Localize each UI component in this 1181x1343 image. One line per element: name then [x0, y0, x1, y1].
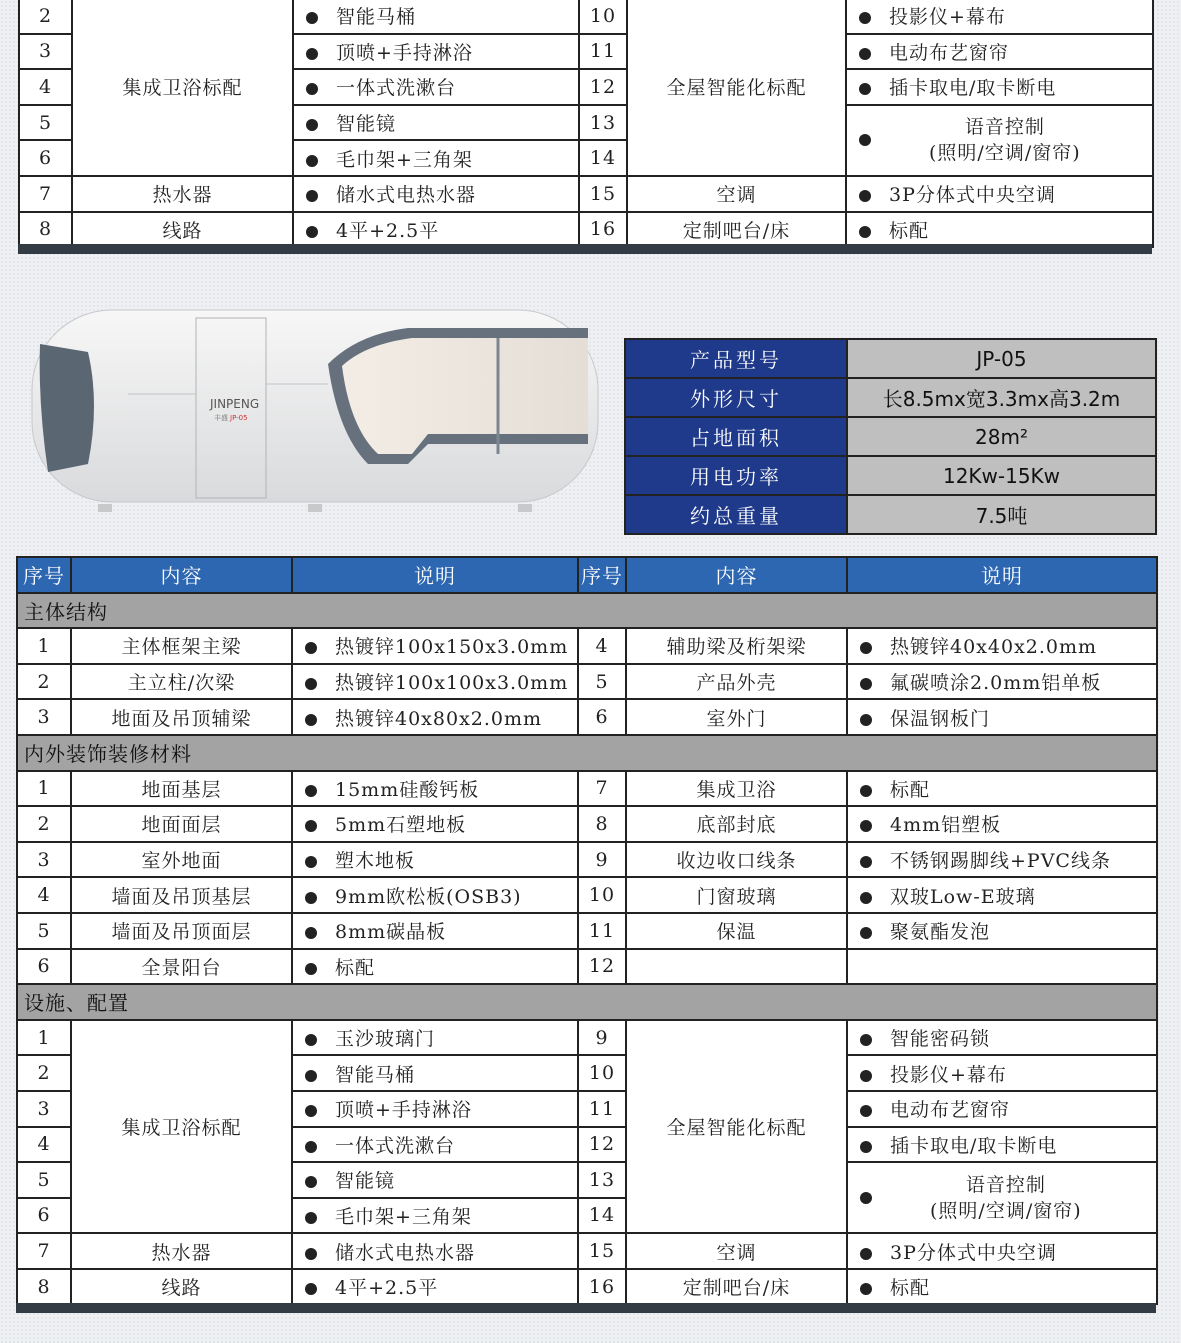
item-description: 标配: [847, 1269, 1157, 1305]
table-row: [17, 877, 1157, 913]
spec-row: [625, 339, 1156, 378]
item-description: 9mm欧松板(OSB3): [292, 877, 578, 913]
bullet-icon: [305, 1176, 317, 1188]
bullet-icon: [305, 678, 317, 690]
section-title: 主体结构: [17, 593, 1157, 629]
bullet-icon: [860, 1070, 872, 1082]
spec-row: [625, 417, 1156, 456]
bullet-icon: [305, 785, 317, 797]
section-title: 内外装饰装修材料: [17, 735, 1157, 771]
bullet-icon: [860, 1141, 872, 1153]
spec-value: JP-05: [847, 339, 1156, 378]
bullet-icon: [860, 1034, 872, 1046]
item-content: 收边收口线条: [626, 842, 847, 878]
row-number: 1: [17, 1020, 71, 1056]
spec-key: 产品型号: [625, 339, 847, 378]
spec-row: [625, 456, 1156, 495]
item-content: 主体框架主梁: [71, 628, 292, 664]
item-description: 3P分体式中央空调: [847, 1233, 1157, 1269]
bullet-icon: [860, 642, 872, 654]
item-content: 地面基层: [71, 771, 292, 807]
table-row: [17, 842, 1157, 878]
item-description: 储水式电热水器: [293, 176, 579, 212]
group-label: 集成卫浴标配: [71, 1020, 292, 1234]
row-number: 11: [579, 34, 627, 70]
spec-row: [625, 495, 1156, 534]
item-content: 产品外壳: [626, 664, 847, 700]
item-content: 热水器: [72, 176, 293, 212]
col-header: 说明: [292, 557, 578, 593]
spec-key: 用电功率: [625, 456, 847, 495]
bullet-icon: [305, 1283, 317, 1295]
item-description: 标配: [846, 212, 1153, 248]
item-content: [626, 949, 847, 985]
spec-value: 28m²: [847, 417, 1156, 456]
bullet-icon: [305, 963, 317, 975]
table-row: [17, 806, 1157, 842]
item-description: 语音控制 (照明/空调/窗帘): [847, 1162, 1157, 1233]
table-row: [17, 1269, 1157, 1305]
col-header: 序号: [17, 557, 71, 593]
row-number: 13: [578, 1162, 626, 1198]
section-bottom-bar: [18, 244, 1152, 254]
item-description: 热镀锌100x100x3.0mm: [292, 664, 578, 700]
item-description: 8mm碳晶板: [292, 913, 578, 949]
item-description: 智能镜: [292, 1162, 578, 1198]
row-number: 12: [579, 69, 627, 105]
row-number: 6: [17, 1198, 71, 1234]
item-content: 保温: [626, 913, 847, 949]
bullet-icon: [860, 1192, 872, 1204]
row-number: 15: [579, 176, 627, 212]
item-description: 一体式洗漱台: [292, 1127, 578, 1163]
row-number: 16: [578, 1269, 626, 1305]
table-row: [17, 628, 1157, 664]
item-description: 热镀锌100x150x3.0mm: [292, 628, 578, 664]
item-content: 主立柱/次梁: [71, 664, 292, 700]
bullet-icon: [859, 12, 871, 24]
row-number: 10: [578, 1055, 626, 1091]
item-description: 顶喷+手持淋浴: [293, 34, 579, 70]
section-bottom-bar: [16, 1303, 1156, 1313]
item-description: 15mm硅酸钙板: [292, 771, 578, 807]
row-number: 5: [578, 664, 626, 700]
row-number: 6: [17, 949, 71, 985]
item-description: 智能马桶: [292, 1055, 578, 1091]
bullet-icon: [860, 785, 872, 797]
item-content: 底部封底: [626, 806, 847, 842]
item-description: 双玻Low-E玻璃: [847, 877, 1157, 913]
item-description: 智能镜: [293, 105, 579, 141]
section-row: [17, 735, 1157, 771]
item-content: 全景阳台: [71, 949, 292, 985]
bullet-icon: [305, 820, 317, 832]
table-row: [19, 212, 1153, 248]
bullet-icon: [305, 1070, 317, 1082]
item-content: 地面面层: [71, 806, 292, 842]
item-description: 4mm铝塑板: [847, 806, 1157, 842]
item-description: 聚氨酯发泡: [847, 913, 1157, 949]
bullet-icon: [860, 927, 872, 939]
row-number: 10: [578, 877, 626, 913]
item-content: 墙面及吊顶基层: [71, 877, 292, 913]
row-number: 2: [17, 1055, 71, 1091]
row-number: 5: [17, 913, 71, 949]
row-number: 4: [17, 877, 71, 913]
row-number: 7: [19, 176, 72, 212]
item-description: 不锈钢踢脚线+PVC线条: [847, 842, 1157, 878]
row-number: 4: [17, 1127, 71, 1163]
item-content: 线路: [71, 1269, 292, 1305]
item-description: 插卡取电/取卡断电: [847, 1127, 1157, 1163]
spec-key: 外形尺寸: [625, 378, 847, 417]
item-description: 塑木地板: [292, 842, 578, 878]
item-description: 氟碳喷涂2.0mm铝单板: [847, 664, 1157, 700]
bullet-icon: [860, 1105, 872, 1117]
item-content: 门窗玻璃: [626, 877, 847, 913]
structure-rows: [17, 628, 1157, 735]
section-row: [17, 984, 1157, 1020]
row-number: 13: [579, 105, 627, 141]
top-facilities-table: [18, 0, 1154, 248]
bullet-icon: [305, 642, 317, 654]
table-row: [17, 913, 1157, 949]
row-number: 3: [17, 699, 71, 735]
bullet-icon: [860, 892, 872, 904]
item-description: 顶喷+手持淋浴: [292, 1091, 578, 1127]
bullet-icon: [305, 1034, 317, 1046]
item-content: 空调: [626, 1233, 847, 1269]
brand-model-mark: JP-05: [230, 414, 248, 422]
item-description: 标配: [847, 771, 1157, 807]
bullet-icon: [305, 927, 317, 939]
bullet-icon: [860, 1283, 872, 1295]
item-description: 毛巾架+三角架: [292, 1198, 578, 1234]
decoration-rows: [17, 771, 1157, 985]
bullet-icon: [860, 714, 872, 726]
col-header: 序号: [578, 557, 626, 593]
row-number: 10: [579, 0, 627, 34]
table-row: [19, 176, 1153, 212]
item-description: 投影仪+幕布: [846, 0, 1153, 34]
capsule-house-illustration: [28, 304, 603, 516]
item-description: 毛巾架+三角架: [293, 140, 579, 176]
bullet-icon: [305, 714, 317, 726]
row-number: 7: [578, 771, 626, 807]
spec-row: [625, 378, 1156, 417]
item-description: 储水式电热水器: [292, 1233, 578, 1269]
bullet-icon: [859, 190, 871, 202]
bullet-icon: [306, 155, 318, 167]
main-spec-table: [16, 556, 1158, 1305]
item-content: 墙面及吊顶面层: [71, 913, 292, 949]
table-row: [17, 664, 1157, 700]
row-number: 11: [578, 913, 626, 949]
bullet-icon: [306, 12, 318, 24]
spec-key: 占地面积: [625, 417, 847, 456]
col-header: 说明: [847, 557, 1157, 593]
item-description: 4平+2.5平: [293, 212, 579, 248]
item-content: 集成卫浴: [626, 771, 847, 807]
row-number: 8: [17, 1269, 71, 1305]
row-number: 5: [17, 1162, 71, 1198]
bullet-icon: [859, 83, 871, 95]
bullet-icon: [306, 119, 318, 131]
table-row: [17, 1020, 1157, 1056]
bullet-icon: [860, 678, 872, 690]
table-header-row: [17, 557, 1157, 593]
bullet-icon: [859, 226, 871, 238]
bullet-icon: [860, 1248, 872, 1260]
row-number: 2: [19, 0, 72, 34]
bullet-icon: [860, 820, 872, 832]
row-number: 16: [579, 212, 627, 248]
item-description: 插卡取电/取卡断电: [846, 69, 1153, 105]
group-label: 全屋智能化标配: [626, 1020, 847, 1234]
item-description: 标配: [292, 949, 578, 985]
row-number: 1: [17, 771, 71, 807]
item-content: 辅助梁及桁架梁: [626, 628, 847, 664]
item-description: 保温钢板门: [847, 699, 1157, 735]
item-description: 投影仪+幕布: [847, 1055, 1157, 1091]
bullet-icon: [306, 226, 318, 238]
item-content: 室外地面: [71, 842, 292, 878]
bullet-icon: [859, 134, 871, 146]
bullet-icon: [305, 892, 317, 904]
item-content: 定制吧台/床: [626, 1269, 847, 1305]
product-spec-table: [624, 338, 1157, 535]
item-content: 地面及吊顶辅梁: [71, 699, 292, 735]
bullet-icon: [305, 1248, 317, 1260]
bullet-icon: [305, 856, 317, 868]
table-row: [17, 699, 1157, 735]
table-row: [17, 1233, 1157, 1269]
bullet-icon: [305, 1141, 317, 1153]
row-number: 12: [578, 1127, 626, 1163]
row-number: 1: [17, 628, 71, 664]
row-number: 14: [579, 140, 627, 176]
row-number: 8: [578, 806, 626, 842]
section-title: 设施、配置: [17, 984, 1157, 1020]
brand-sub-text: 丰盛: [214, 414, 228, 422]
bullet-icon: [306, 83, 318, 95]
row-number: 12: [578, 949, 626, 985]
item-description: [847, 949, 1157, 985]
row-number: 7: [17, 1233, 71, 1269]
row-number: 4: [19, 69, 72, 105]
bullet-icon: [860, 856, 872, 868]
item-description: 电动布艺窗帘: [847, 1091, 1157, 1127]
row-number: 15: [578, 1233, 626, 1269]
item-description: 4平+2.5平: [292, 1269, 578, 1305]
row-number: 8: [19, 212, 72, 248]
col-header: 内容: [626, 557, 847, 593]
bullet-icon: [306, 190, 318, 202]
item-description: 智能密码锁: [847, 1020, 1157, 1056]
section-row: [17, 593, 1157, 629]
item-description: 语音控制 (照明/空调/窗帘): [846, 105, 1153, 176]
row-number: 4: [578, 628, 626, 664]
row-number: 5: [19, 105, 72, 141]
row-number: 6: [19, 140, 72, 176]
spec-key: 约总重量: [625, 495, 847, 534]
bullet-icon: [305, 1212, 317, 1224]
table-row: [19, 0, 1153, 34]
row-number: 3: [17, 842, 71, 878]
row-number: 3: [17, 1091, 71, 1127]
item-content: 空调: [627, 176, 846, 212]
product-image: [28, 304, 603, 516]
item-content: 线路: [72, 212, 293, 248]
item-description: 电动布艺窗帘: [846, 34, 1153, 70]
row-number: 9: [578, 842, 626, 878]
spec-value: 长8.5mx宽3.3mx高3.2m: [847, 378, 1156, 417]
row-number: 2: [17, 806, 71, 842]
item-description: 3P分体式中央空调: [846, 176, 1153, 212]
bullet-icon: [859, 48, 871, 60]
brand-logo-text: JINPENG: [210, 397, 260, 411]
item-description: 一体式洗漱台: [293, 69, 579, 105]
item-description: 玉沙玻璃门: [292, 1020, 578, 1056]
spec-value: 7.5吨: [847, 495, 1156, 534]
row-number: 2: [17, 664, 71, 700]
facilities-rows: [17, 1020, 1157, 1305]
item-content: 室外门: [626, 699, 847, 735]
row-number: 3: [19, 34, 72, 70]
item-content: 热水器: [71, 1233, 292, 1269]
bullet-icon: [305, 1105, 317, 1117]
table-row: [17, 771, 1157, 807]
group-label: 集成卫浴标配: [72, 0, 293, 176]
row-number: 14: [578, 1198, 626, 1234]
bullet-icon: [306, 48, 318, 60]
spec-value: 12Kw-15Kw: [847, 456, 1156, 495]
item-description: 智能马桶: [293, 0, 579, 34]
table-row: [17, 949, 1157, 985]
item-description: 5mm石塑地板: [292, 806, 578, 842]
row-number: 11: [578, 1091, 626, 1127]
item-content: 定制吧台/床: [627, 212, 846, 248]
row-number: 9: [578, 1020, 626, 1056]
item-description: 热镀锌40x40x2.0mm: [847, 628, 1157, 664]
item-description: 热镀锌40x80x2.0mm: [292, 699, 578, 735]
col-header: 内容: [71, 557, 292, 593]
group-label: 全屋智能化标配: [627, 0, 846, 176]
row-number: 6: [578, 699, 626, 735]
